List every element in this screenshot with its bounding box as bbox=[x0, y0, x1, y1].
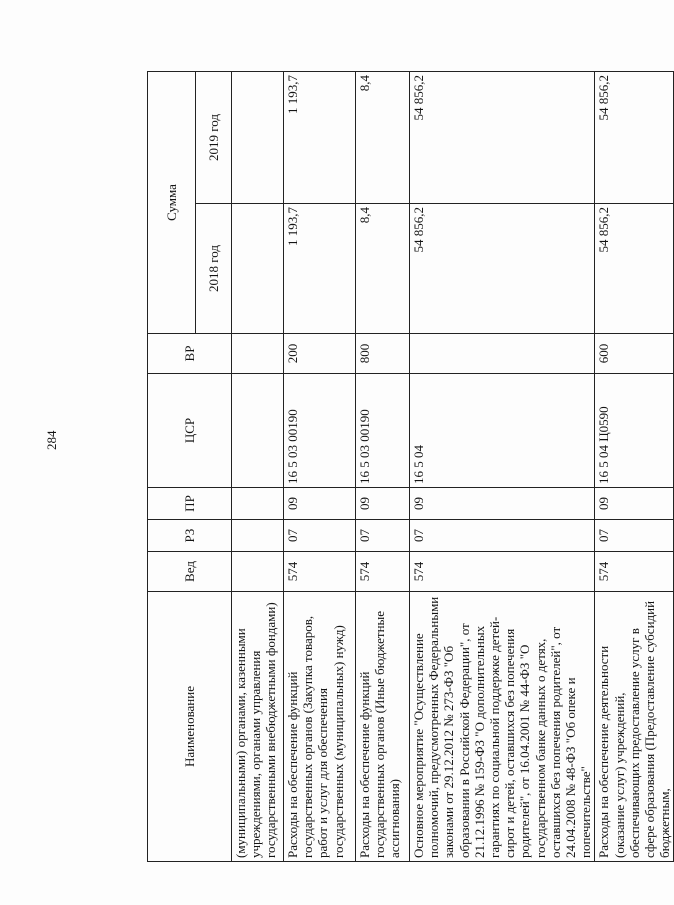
cell-2019: 54 856,2 bbox=[595, 72, 674, 204]
header-year-2018: 2018 год bbox=[196, 204, 232, 334]
budget-table-rotated bbox=[147, 72, 673, 862]
cell-rz: 07 bbox=[595, 520, 674, 552]
cell-name: Расходы на обеспечение функций государственных органов (Иные бюджетные ассигнования) bbox=[356, 592, 410, 862]
cell-2018: 54 856,2 bbox=[595, 204, 674, 334]
cell-vr: 800 bbox=[356, 334, 410, 374]
cell-name: Расходы на обеспечение деятельности (оказание услуг) учреждений, обеспечивающих предоставление услуг в сфере образования (Предоставление субсидий бюджетным, bbox=[595, 592, 674, 862]
cell-csr: 16 5 03 00190 bbox=[356, 374, 410, 488]
table-row bbox=[284, 72, 356, 862]
cell-name: Расходы на обеспечение функций государственных органов (Закупка товаров, работ и услуг для обеспечения государственных (муниципальных) нужд) bbox=[284, 592, 356, 862]
table-row bbox=[232, 72, 284, 862]
cell-ved bbox=[232, 552, 284, 592]
cell-rz: 07 bbox=[356, 520, 410, 552]
cell-csr: 16 5 04 bbox=[410, 374, 595, 488]
cell-pr: 09 bbox=[410, 488, 595, 520]
cell-vr: 600 bbox=[595, 334, 674, 374]
header-pr: ПР bbox=[148, 488, 232, 520]
cell-2019: 54 856,2 bbox=[410, 72, 595, 204]
cell-vr bbox=[232, 334, 284, 374]
header-sum: Сумма bbox=[148, 72, 196, 334]
table-row bbox=[356, 72, 410, 862]
header-name: Наименование bbox=[148, 592, 232, 862]
cell-pr: 09 bbox=[284, 488, 356, 520]
header-vr: ВР bbox=[148, 334, 232, 374]
cell-2019: 1 193,7 bbox=[284, 72, 356, 204]
cell-2018 bbox=[232, 204, 284, 334]
cell-pr bbox=[232, 488, 284, 520]
cell-rz: 07 bbox=[410, 520, 595, 552]
cell-2018: 54 856,2 bbox=[410, 204, 595, 334]
cell-vr bbox=[410, 334, 595, 374]
cell-ved: 574 bbox=[284, 552, 356, 592]
table-row bbox=[595, 72, 674, 862]
cell-ved: 574 bbox=[356, 552, 410, 592]
header-year-2019: 2019 год bbox=[196, 72, 232, 204]
header-rz: РЗ bbox=[148, 520, 232, 552]
budget-table bbox=[147, 71, 674, 862]
cell-csr: 16 5 03 00190 bbox=[284, 374, 356, 488]
cell-name: (муниципальными) органами, казенными учреждениями, органами управления государственными внебюджетными фондами) bbox=[232, 592, 284, 862]
cell-pr: 09 bbox=[595, 488, 674, 520]
cell-ved: 574 bbox=[595, 552, 674, 592]
cell-vr: 200 bbox=[284, 334, 356, 374]
cell-2019: 8,4 bbox=[356, 72, 410, 204]
cell-name: Основное мероприятие "Осуществление полномочий, предусмотренных Федеральными законами от 29.12.2012 № 273-ФЗ "Об образовании в Российской Федерации", от 21.12.1996 № 159-ФЗ "О дополнительных гарантиях по социальной поддержке детей-сирот и детей, оставшихся без попечения родителей", от 16.04.2001 № 44-ФЗ "О государственном банке данных о детях, оставшихся без попечения родителей", от 24.04.2008 № 48-ФЗ "Об опеке и попечительстве" bbox=[410, 592, 595, 862]
cell-2019 bbox=[232, 72, 284, 204]
cell-pr: 09 bbox=[356, 488, 410, 520]
table-row bbox=[410, 72, 595, 862]
page-number: 284 bbox=[44, 430, 59, 450]
cell-2018: 8,4 bbox=[356, 204, 410, 334]
cell-rz bbox=[232, 520, 284, 552]
cell-csr bbox=[232, 374, 284, 488]
cell-csr: 16 5 04 Ц0590 bbox=[595, 374, 674, 488]
header-csr: ЦСР bbox=[148, 374, 232, 488]
cell-2018: 1 193,7 bbox=[284, 204, 356, 334]
header-ved: Вед bbox=[148, 552, 232, 592]
cell-ved: 574 bbox=[410, 552, 595, 592]
cell-rz: 07 bbox=[284, 520, 356, 552]
